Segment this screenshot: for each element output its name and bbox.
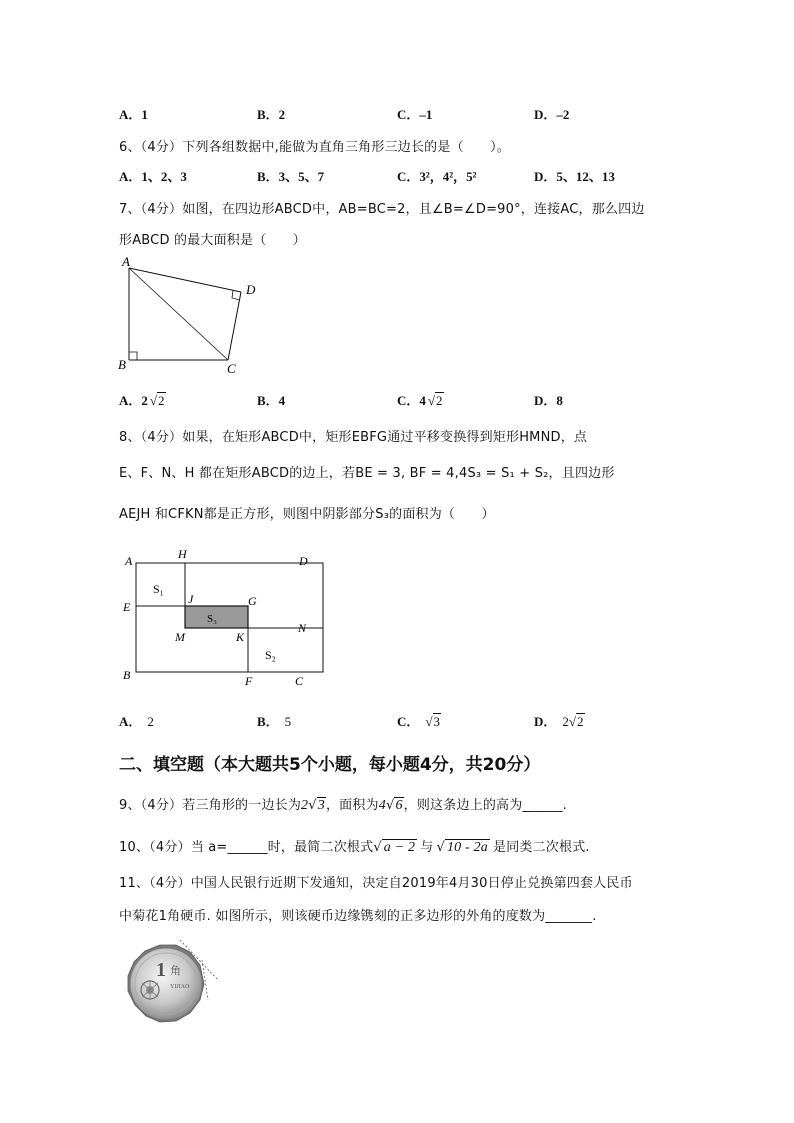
section-2-heading: 二、填空题（本大题共5个小题，每小题4分，共20分） <box>119 755 541 775</box>
q8-option-d: D． 2√2 <box>534 714 584 729</box>
q8-label-b: B <box>123 668 131 682</box>
q8-label-c: C <box>295 674 304 688</box>
q7-quadrilateral-figure <box>110 252 270 377</box>
q6-option-d: D．5、12、13 <box>534 169 615 184</box>
q7-label-a: A <box>122 254 130 269</box>
q8-label-j: J <box>188 592 194 606</box>
q6-option-c: C．3²，4²，5² <box>397 169 477 184</box>
q7-label-b: B <box>118 357 126 372</box>
q10-stem: 10、（4分）当 a=______时，最简二次根式√ a − 2 与 √ 10 - 2a 是同类二次根式. <box>119 840 590 855</box>
q5-option-c: C．–1 <box>397 107 433 122</box>
coin-text: YIJIAO <box>170 984 190 990</box>
q7-label-c: C <box>227 361 236 376</box>
q7-option-a-radicand: 2 <box>158 393 165 408</box>
q8-stem-line2: E、F、N、H 都在矩形ABCD的边上，若BE = 3, BF = 4,4S₃ = S₁ + S₂，且四边形 <box>119 466 615 481</box>
q6-stem: 6、（4分）下列各组数据中,能做为直角三角形三边长的是（ ）。 <box>119 140 511 155</box>
q8-option-b: B． 5 <box>257 714 292 729</box>
q8-label-e: E <box>123 600 131 614</box>
q5-option-d: D．–2 <box>534 107 570 122</box>
q7-option-a: A．2 √2 <box>119 393 165 408</box>
q7-option-d: D．8 <box>534 393 563 408</box>
coin-char: 角 <box>170 965 181 977</box>
q8-label-n: N <box>298 621 307 635</box>
q8-label-s1: S₁ <box>153 582 164 596</box>
q5-option-a: A．1 <box>119 107 148 122</box>
q7-label-d: D <box>246 282 256 297</box>
q8-option-c: C． √3 <box>397 714 441 729</box>
q9-stem: 9、（4分）若三角形的一边长为2√3，面积为4√6，则这条边上的高为______. <box>119 798 567 813</box>
q7-option-c-radicand: 2 <box>436 393 443 408</box>
coin-image <box>120 938 220 1030</box>
q8-option-a: A． 2 <box>119 714 154 729</box>
q8-label-s3: S₃ <box>207 613 217 625</box>
q8-stem-line1: 8、（4分）如果，在矩形ABCD中，矩形EBFG通过平移变换得到矩形HMND，点 <box>119 430 588 445</box>
q6-option-b: B．3、5、7 <box>257 169 325 184</box>
coin-numeral: 1 <box>156 959 166 981</box>
q7-option-b: B．4 <box>257 393 286 408</box>
q8-label-s2: S₂ <box>265 648 276 662</box>
q8-label-k: K <box>236 630 245 644</box>
q11-stem-line1: 11、（4分）中国人民银行近期下发通知，决定自2019年4月30日停止兑换第四套人民币 <box>119 876 633 891</box>
q8-label-d: D <box>299 554 308 568</box>
q7-stem-line1: 7、（4分）如图，在四边形ABCD中，AB=BC=2，且∠B=∠D=90°，连接AC，那么四边 <box>119 202 645 217</box>
q8-rectangle-figure <box>115 543 325 693</box>
q8-label-f: F <box>245 674 253 688</box>
q7-option-c: C．4 √2 <box>397 393 443 408</box>
q8-stem-line3: AEJH 和CFKN都是正方形，则图中阴影部分S₃的面积为（ ） <box>119 507 495 522</box>
q8-label-h: H <box>178 547 187 561</box>
q11-stem-line2: 中菊花1角硬币. 如图所示，则该硬币边缘镌刻的正多边形的外角的度数为_______. <box>119 909 597 924</box>
q8-label-m: M <box>175 630 185 644</box>
q8-label-g: G <box>248 594 257 608</box>
q6-option-a: A．1、2、3 <box>119 169 187 184</box>
q5-option-b: B．2 <box>257 107 286 122</box>
q7-stem-line2: 形ABCD 的最大面积是（ ） <box>119 233 307 248</box>
q8-label-a: A <box>125 554 133 568</box>
